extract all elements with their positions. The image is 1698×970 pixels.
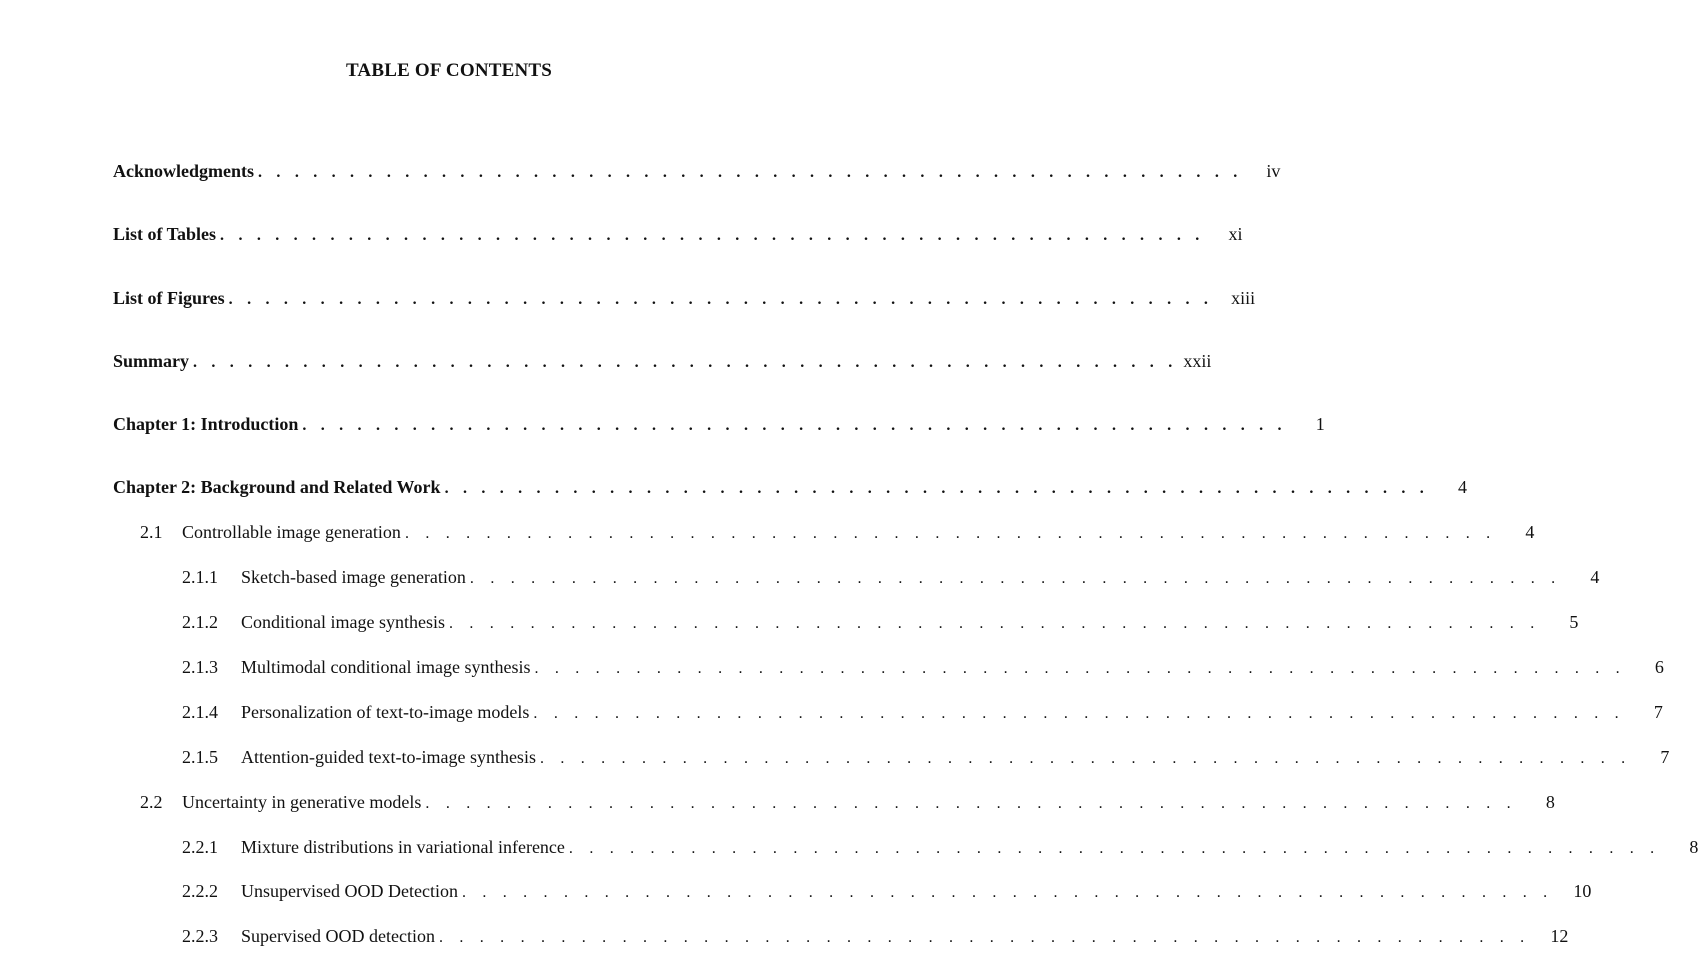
dot-leader: . . . . . . . . . . . . . . . . . . . . . . . . . . . . . . . . . . . . . . . . . . . . . . . . . . . . . .: [220, 227, 1205, 244]
toc-entry-page: 4: [1457, 477, 1467, 497]
toc-entry-page: 8: [1689, 837, 1698, 857]
toc-entry-number: 2.1.5: [182, 747, 218, 767]
toc-entry-page: iv: [1266, 161, 1281, 181]
toc-entry-subsection-2-2-1[interactable]: [182, 837, 1698, 863]
toc-entry-title: Sketch-based image generation: [241, 567, 466, 587]
toc-entry-page: 8: [1545, 792, 1555, 812]
toc-entry-number: 2.1.1: [182, 567, 218, 587]
toc-entry-number: 2.2.1: [182, 837, 218, 857]
toc-entry-page: xxii: [1183, 351, 1212, 371]
toc-entry-number: 2.1.3: [182, 657, 218, 677]
toc-entry-page: xi: [1228, 224, 1243, 244]
toc-entry-title: Chapter 1: Introduction: [113, 414, 299, 434]
dot-leader: . . . . . . . . . . . . . . . . . . . . . . . . . . . . . . . . . . . . . . . . . . . . . . . . . . . . . .: [404, 525, 1497, 542]
toc-entry-title: Uncertainty in generative models: [182, 792, 422, 812]
toc-entry-title: Mixture distributions in variational inference: [241, 837, 565, 857]
toc-entry-page: 6: [1654, 657, 1664, 677]
dot-leader: . . . . . . . . . . . . . . . . . . . . . . . . . . . . . . . . . . . . . . . . . . . . . . . . . . . . . .: [438, 929, 1531, 946]
toc-entry-list-of-figures[interactable]: [113, 288, 1256, 314]
toc-entry-number: 2.2: [140, 792, 163, 812]
toc-entry-title: Summary: [113, 351, 189, 371]
toc-entry-page: 7: [1660, 747, 1670, 767]
dot-leader: . . . . . . . . . . . . . . . . . . . . . . . . . . . . . . . . . . . . . . . . . . . . . . . . . . . . . .: [539, 750, 1632, 767]
toc-entry-page: 4: [1525, 522, 1535, 542]
toc-entry-page: 4: [1590, 567, 1600, 587]
toc-entry-title: Unsupervised OOD Detection: [241, 881, 458, 901]
toc-entry-summary[interactable]: [113, 351, 1212, 377]
dot-leader: . . . . . . . . . . . . . . . . . . . . . . . . . . . . . . . . . . . . . . . . . . . . . . . . . . . . . .: [469, 570, 1562, 587]
toc-entry-page: 12: [1550, 926, 1569, 946]
toc-entry-subsection-2-1-3[interactable]: [182, 657, 1664, 683]
toc-entry-page: 7: [1653, 702, 1663, 722]
dot-leader: . . . . . . . . . . . . . . . . . . . . . . . . . . . . . . . . . . . . . . . . . . . . . . . . . . . . . .: [302, 417, 1287, 434]
toc-entry-subsection-2-2-3[interactable]: [182, 926, 1569, 952]
dot-leader: . . . . . . . . . . . . . . . . . . . . . . . . . . . . . . . . . . . . . . . . . . . . . . . . . . . . . .: [533, 705, 1625, 722]
toc-entry-subsection-2-1-4[interactable]: [182, 702, 1663, 728]
dot-leader: . . . . . . . . . . . . . . . . . . . . . . . . . . . . . . . . . . . . . . . . . . . . . . . . . . . . . .: [461, 884, 1554, 901]
toc-entry-title: Multimodal conditional image synthesis: [241, 657, 531, 677]
toc-entry-section-2-2[interactable]: [140, 792, 1555, 818]
toc-entry-title: Personalization of text-to-image models: [241, 702, 530, 722]
toc-entry-subsection-2-1-1[interactable]: [182, 567, 1600, 593]
toc-entry-section-2-1[interactable]: [140, 522, 1535, 548]
toc-entry-title: Controllable image generation: [182, 522, 401, 542]
toc-entry-subsection-2-1-5[interactable]: [182, 747, 1670, 773]
toc-entry-chapter-2[interactable]: [113, 477, 1467, 503]
toc-entry-page: 5: [1569, 612, 1579, 632]
dot-leader: . . . . . . . . . . . . . . . . . . . . . . . . . . . . . . . . . . . . . . . . . . . . . . . . . . . . . .: [228, 291, 1214, 308]
dot-leader: . . . . . . . . . . . . . . . . . . . . . . . . . . . . . . . . . . . . . . . . . . . . . . . . . . . . . .: [444, 480, 1429, 497]
page-title: TABLE OF CONTENTS: [345, 60, 553, 81]
toc-entry-number: 2.2.3: [182, 926, 218, 946]
toc-entry-acknowledgments[interactable]: [113, 161, 1281, 187]
toc-entry-page: xiii: [1231, 288, 1256, 308]
dot-leader: . . . . . . . . . . . . . . . . . . . . . . . . . . . . . . . . . . . . . . . . . . . . . . . . . . . . . .: [258, 164, 1243, 181]
dot-leader: . . . . . . . . . . . . . . . . . . . . . . . . . . . . . . . . . . . . . . . . . . . . . . . . . . . . . .: [568, 840, 1661, 857]
toc-entry-page: 10: [1573, 881, 1592, 901]
toc-entry-title: Attention-guided text-to-image synthesis: [241, 747, 536, 767]
toc-entry-number: 2.1: [140, 522, 163, 542]
dot-leader: . . . . . . . . . . . . . . . . . . . . . . . . . . . . . . . . . . . . . . . . . . . . . . . . . . . . . .: [449, 615, 1541, 632]
dot-leader: . . . . . . . . . . . . . . . . . . . . . . . . . . . . . . . . . . . . . . . . . . . . . . . . . . . . . .: [534, 660, 1626, 677]
dot-leader: . . . . . . . . . . . . . . . . . . . . . . . . . . . . . . . . . . . . . . . . . . . . . . . . . . . . . .: [193, 354, 1178, 371]
toc-entry-subsection-2-1-2[interactable]: [182, 612, 1579, 638]
toc-entry-page: 1: [1315, 414, 1325, 434]
toc-entry-chapter-1[interactable]: [113, 414, 1325, 440]
toc-entry-number: 2.2.2: [182, 881, 218, 901]
toc-entry-title: Acknowledgments: [113, 161, 255, 181]
toc-entry-title: Chapter 2: Background and Related Work: [113, 477, 441, 497]
dot-leader: . . . . . . . . . . . . . . . . . . . . . . . . . . . . . . . . . . . . . . . . . . . . . . . . . . . . . .: [425, 795, 1517, 812]
toc-entry-number: 2.1.2: [182, 612, 218, 632]
toc-entry-title: List of Figures: [113, 288, 225, 308]
toc-entry-subsection-2-2-2[interactable]: [182, 881, 1592, 907]
toc-entry-title: Conditional image synthesis: [241, 612, 445, 632]
toc-entry-title: List of Tables: [113, 224, 217, 244]
toc-entry-number: 2.1.4: [182, 702, 218, 722]
toc-entry-title: Supervised OOD detection: [241, 926, 435, 946]
toc-entry-list-of-tables[interactable]: [113, 224, 1243, 250]
